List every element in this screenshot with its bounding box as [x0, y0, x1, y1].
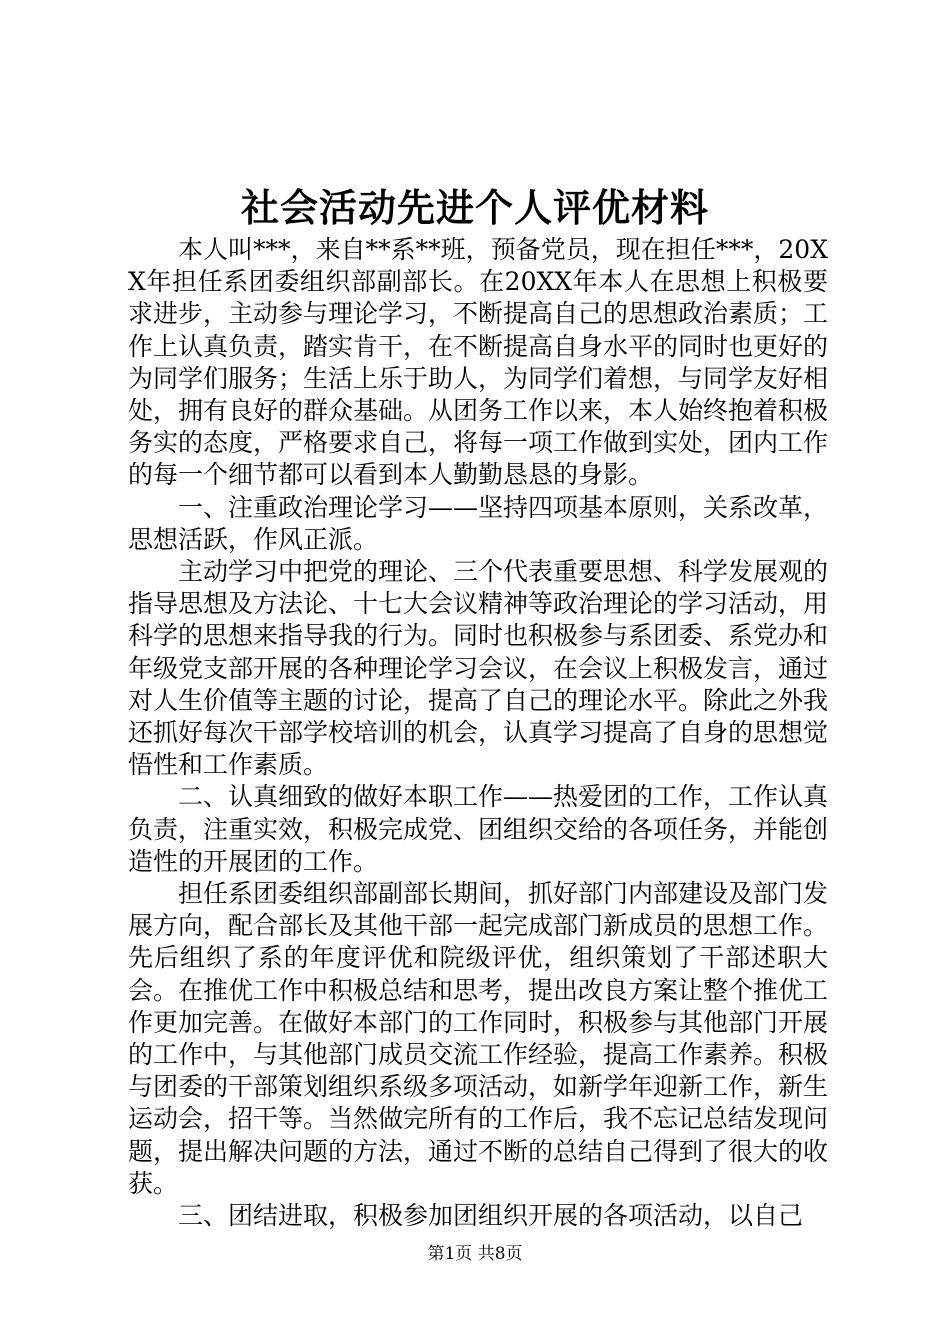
paragraph-section-1-body: 主动学习中把党的理论、三个代表重要思想、科学发展观的指导思想及方法论、十七大会议精神等政治理论的学习活动，用科学的思想来指导我的行为。同时也积极参与系团委、系党办和年级党支部开展的各种理论学习会议，在会议上积极发言，通过对人生价值等主题的讨论，提高了自己的理论水平。除此之外我还抓好每次干部学校培训的机会，认真学习提高了自身的思想觉悟性和工作素质。 [128, 557, 829, 780]
paragraph-section-2-heading: 二、认真细致的做好本职工作——热爱团的工作，工作认真负责，注重实效，积极完成党、团组织交给的各项任务，并能创造性的开展团的工作。 [128, 782, 829, 876]
paragraph-section-1-heading: 一、注重政治理论学习——坚持四项基本原则，关系改革，思想活跃，作风正派。 [128, 492, 829, 554]
paragraph-intro: 本人叫***，来自**系**班，预备党员，现在担任***，20XX年担任系团委组织部副部长。在20XX年本人在思想上积极要求进步，主动参与理论学习，不断提高自己的思想政治素质；工作上认真负责，踏实肯干，在不断提高自身水平的同时也更好的为同学们服务；生活上乐于助人，为同学们着想，与同学友好相处，拥有良好的群众基础。从团务工作以来，本人始终抱着积极务实的态度，严格要求自己，将每一项工作做到实处，团内工作的每一个细节都可以看到本人勤勤恳恳的身影。 [128, 235, 829, 490]
document-title: 社会活动先进个人评优材料 [240, 185, 709, 230]
document-body [128, 234, 828, 1232]
page-number-footer: 第1页 共8页 [427, 1244, 523, 1264]
paragraph-section-2-body: 担任系团委组织部副部长期间，抓好部门内部建设及部门发展方向，配合部长及其他干部一起完成部门新成员的思想工作。先后组织了系的年度评优和院级评优，组织策划了干部述职大会。在推优工作中积极总结和思考，提出改良方案让整个推优工作更加完善。在做好本部门的工作同时，积极参与其他部门开展的工作中，与其他部门成员交流工作经验，提高工作素养。积极与团委的干部策划组织系级多项活动，如新学年迎新工作，新生运动会，招干等。当然做完所有的工作后，我不忘记总结发现问题，提出解决问题的方法，通过不断的总结自己得到了很大的收获。 [128, 879, 829, 1198]
paragraph-section-3-heading: 三、团结进取，积极参加团组织开展的各项活动，以自己 [178, 1201, 804, 1231]
